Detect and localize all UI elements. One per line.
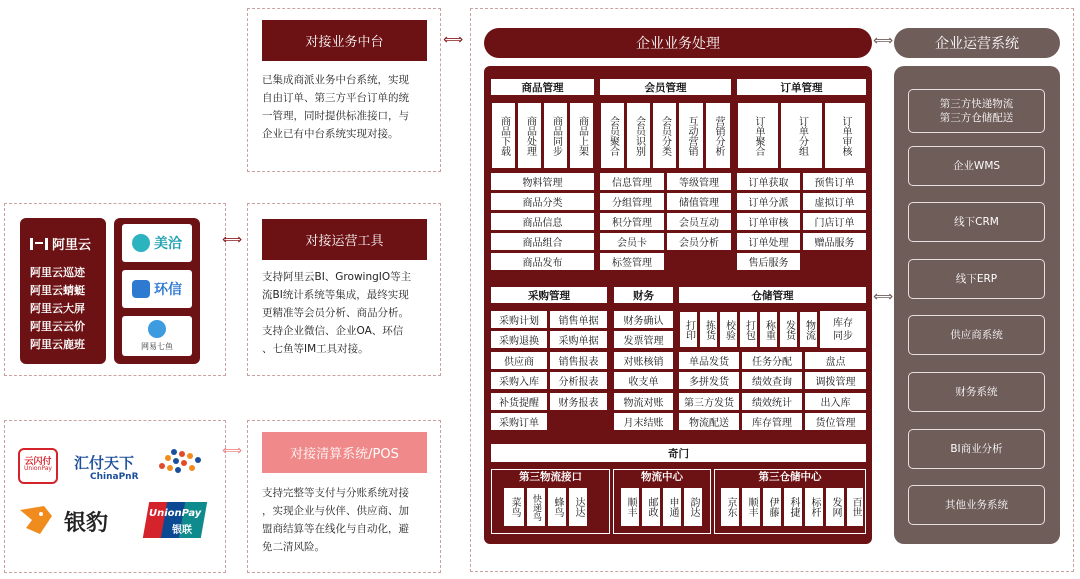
aliyun-logo: [30, 234, 91, 253]
member-mgmt-header: 会员管理: [600, 79, 731, 95]
purchase-function: 采购入库: [491, 372, 547, 389]
purchase-function: 销售报表: [550, 352, 607, 369]
unionpay-label: UnionPay: [149, 508, 202, 519]
purchase-function: 供应商: [491, 352, 547, 369]
meiqia-label: 美洽: [154, 236, 182, 252]
block-desc-line: 免二清风险。: [262, 541, 325, 553]
logistics-provider: 菜鸟: [503, 487, 525, 527]
double-arrow-icon: ⟺: [873, 289, 894, 305]
warehouse-function: 出入库: [805, 393, 866, 410]
huanxin-icon: [132, 280, 150, 298]
order-function: 订单审核: [737, 213, 800, 230]
warehouse-function: 调拨管理: [805, 372, 866, 389]
warehouse-provider: 伊藤: [762, 487, 782, 527]
product-action: 商品同步: [543, 102, 568, 169]
aliyun-item: 阿里云云价: [30, 320, 85, 333]
huanxin-logo: [122, 270, 192, 308]
finance-function: 月末结账: [614, 413, 673, 430]
aliyun-item: 阿里云蜻蜓: [30, 284, 85, 297]
purchase-function: 采购退换: [491, 331, 547, 348]
member-action: 互动营销: [678, 102, 704, 169]
warehouse-action: 物流: [799, 311, 818, 348]
warehouse-mgmt-header: 仓储管理: [679, 287, 866, 303]
aliyun-item: 阿里云巡迹: [30, 266, 85, 279]
qiyu-logo: [122, 316, 192, 356]
warehouse-function: 货位管理: [805, 413, 866, 430]
huifu-sublabel: ChinaPnR: [90, 472, 139, 482]
block-desc-line: ，实现企业与伙伴、供应商、加: [262, 505, 409, 517]
ops-item: 第三方快递物流 第三方仓储配送: [908, 89, 1045, 133]
double-arrow-icon: ⟺: [222, 443, 243, 459]
finance-function: 物流对账: [614, 393, 673, 410]
block-desc-line: 一管理，同时提供标准接口，与: [262, 110, 409, 122]
block-desc-line: 支持企业微信、企业OA、环信: [262, 325, 404, 337]
aliyun-bracket-icon: [30, 238, 48, 250]
warehouse-action: 发货: [779, 311, 798, 348]
member-function: 分组管理: [600, 193, 664, 210]
finance-header: 财务: [614, 287, 673, 303]
aliyun-item: 阿里云鹿班: [30, 338, 85, 351]
block-desc-line: 盟商结算等在线化与自动化，避: [262, 523, 409, 535]
logistics-center-provider: 邮政: [641, 487, 661, 527]
block-desc-line: 流BI统计系统等集成，最终实现: [262, 289, 409, 301]
yinbao-icon: [18, 504, 54, 536]
qiyu-label: 网易七鱼: [141, 342, 173, 351]
warehouse-function: 第三方发货: [679, 393, 739, 410]
purchase-function: 采购订单: [491, 413, 547, 430]
qiyu-icon: [148, 320, 166, 338]
member-function: 标签管理: [600, 253, 664, 270]
meiqia-logo: [122, 224, 192, 262]
logistics-center-provider: 韵达: [683, 487, 703, 527]
purchase-function: 补货提醒: [491, 393, 547, 410]
product-action: 商品处理: [517, 102, 542, 169]
order-mgmt-header: 订单管理: [737, 79, 866, 95]
ops-item: 供应商系统: [908, 315, 1045, 355]
product-mgmt-header: 商品管理: [491, 79, 594, 95]
order-action: 订单聚合: [737, 102, 779, 169]
huifu-logo: [74, 452, 154, 486]
purchase-mgmt-header: 采购管理: [491, 287, 607, 303]
order-action: 订单审核: [824, 102, 866, 169]
block-desc-line: 支持阿里云BI、GrowingIO等主: [262, 271, 412, 283]
block-desc-line: 企业已有中台系统实现对接。: [262, 128, 399, 140]
purchase-function: 财务报表: [550, 393, 607, 410]
warehouse-provider: 京东: [720, 487, 740, 527]
double-arrow-icon: ⟺: [222, 232, 243, 248]
finance-function: 对账核销: [614, 352, 673, 369]
logistics-center-provider: 申通: [662, 487, 682, 527]
order-function: 门店订单: [803, 213, 866, 230]
ops-panel: [894, 66, 1060, 544]
warehouse-function: 单品发货: [679, 352, 739, 369]
product-function: 商品分类: [491, 193, 594, 210]
warehouse-provider: 科捷: [783, 487, 803, 527]
block-desc-line: 、七鱼等IM工具对接。: [262, 343, 369, 355]
ops-item: BI商业分析: [908, 429, 1045, 469]
huifu-dots-icon: [156, 446, 206, 476]
block-desc-line: 支持完整等支付与分账系统对接: [262, 487, 409, 499]
warehouse-action: 校验: [719, 311, 738, 348]
member-function: 等级管理: [667, 173, 731, 190]
aliyun-card: [20, 218, 106, 364]
finance-function: 发票管理: [614, 331, 673, 348]
warehouse-function: 绩效查询: [742, 372, 802, 389]
warehouse-provider: 顺丰: [741, 487, 761, 527]
logistics-center-header: 物流中心: [641, 470, 683, 483]
im-logos-card: [114, 218, 200, 364]
block-desc-line: 已集成商派业务中台系统，实现: [262, 74, 409, 86]
third-logistics-header: 第三物流接口: [519, 470, 582, 483]
warehouse-provider: 百世: [846, 487, 864, 527]
warehouse-action: 称重: [759, 311, 778, 348]
yunshanfu-logo: [18, 448, 58, 484]
member-function: 会员卡: [600, 233, 664, 250]
aliyun-logo-text: 阿里云: [52, 238, 92, 253]
member-function: 会员互动: [667, 213, 731, 230]
order-function: 订单获取: [737, 173, 800, 190]
logistics-provider: 快递鸟: [526, 487, 546, 527]
ops-item: 线下ERP: [908, 259, 1045, 299]
product-function: 物料管理: [491, 173, 594, 190]
member-action: 营销分析: [705, 102, 731, 169]
member-action: 会员聚合: [600, 102, 625, 169]
purchase-function: 分析报表: [550, 372, 607, 389]
finance-function: 财务确认: [614, 311, 673, 328]
product-function: 商品信息: [491, 213, 594, 230]
qimen-bar: 奇门: [491, 444, 866, 462]
order-function: 预售订单: [803, 173, 866, 190]
yunshanfu-sublabel: UnionPay: [24, 465, 52, 472]
logistics-provider: 达达: [568, 487, 588, 527]
logistics-center-provider: 顺丰: [620, 487, 640, 527]
member-action: 会员识别: [626, 102, 651, 169]
member-function: 信息管理: [600, 173, 664, 190]
purchase-function: 销售单据: [550, 311, 607, 328]
order-function: 订单处理: [737, 233, 800, 250]
purchase-function: 采购计划: [491, 311, 547, 328]
warehouse-action: 打印: [679, 311, 698, 348]
warehouse-function: 库存管理: [742, 413, 802, 430]
member-function: 储值管理: [667, 193, 731, 210]
warehouse-function: 物流配送: [679, 413, 739, 430]
huifu-label: 汇付天下: [74, 454, 135, 472]
warehouse-provider: 标杆: [804, 487, 824, 527]
yinbao-logo: [18, 500, 138, 540]
double-arrow-icon: ⟺: [443, 32, 464, 48]
product-function: 商品发布: [491, 253, 594, 270]
order-action: 订单分组: [780, 102, 823, 169]
yunshanfu-label: 云闪付: [24, 457, 52, 467]
warehouse-function: 盘点: [805, 352, 866, 369]
ops-item: 企业WMS: [908, 146, 1045, 186]
warehouse-provider: 发网: [825, 487, 845, 527]
third-warehouse-header: 第三仓储中心: [758, 470, 822, 483]
member-function: 积分管理: [600, 213, 664, 230]
block-desc-line: 更精准等会员分析、商品分析。: [262, 307, 409, 319]
unionpay-logo: [146, 502, 206, 538]
order-function: 虚拟订单: [803, 193, 866, 210]
order-function: 赠品服务: [803, 233, 866, 250]
ops-item: 其他业务系统: [908, 485, 1045, 525]
unionpay-cn-label: 银联: [172, 525, 192, 536]
block-title: 对接运营工具: [262, 219, 427, 260]
product-action: 商品下载: [491, 102, 516, 169]
order-function: 订单分派: [737, 193, 800, 210]
purchase-function: 采购单据: [550, 331, 607, 348]
core-title: 企业业务处理: [484, 28, 872, 58]
yinbao-label: 银豹: [64, 511, 109, 536]
meiqia-icon: [132, 234, 150, 252]
product-action: 商品上架: [569, 102, 594, 169]
block-desc-line: 自由订单、第三方平台订单的统: [262, 92, 409, 104]
stock-sync: 库存同步: [820, 311, 866, 348]
block-title: 对接清算系统/POS: [262, 432, 427, 473]
member-action: 会员分类: [652, 102, 677, 169]
warehouse-function: 任务分配: [742, 352, 802, 369]
member-function: 会员分析: [667, 233, 731, 250]
block-title: 对接业务中台: [262, 20, 427, 61]
warehouse-action: 拣货: [699, 311, 718, 348]
ops-title: 企业运营系统: [894, 28, 1060, 58]
finance-function: 收支单: [614, 372, 673, 389]
logistics-provider: 蜂鸟: [547, 487, 567, 527]
aliyun-item: 阿里云大屏: [30, 302, 85, 315]
order-function: 售后服务: [737, 253, 800, 270]
ops-item: 线下CRM: [908, 202, 1045, 242]
ops-item: 财务系统: [908, 372, 1045, 412]
warehouse-action: 打包: [739, 311, 758, 348]
warehouse-function: 多拼发货: [679, 372, 739, 389]
huanxin-label: 环信: [154, 282, 182, 298]
payment-logos-panel: [4, 420, 226, 573]
product-function: 商品组合: [491, 233, 594, 250]
warehouse-function: 绩效统计: [742, 393, 802, 410]
double-arrow-icon: ⟺: [873, 33, 894, 49]
